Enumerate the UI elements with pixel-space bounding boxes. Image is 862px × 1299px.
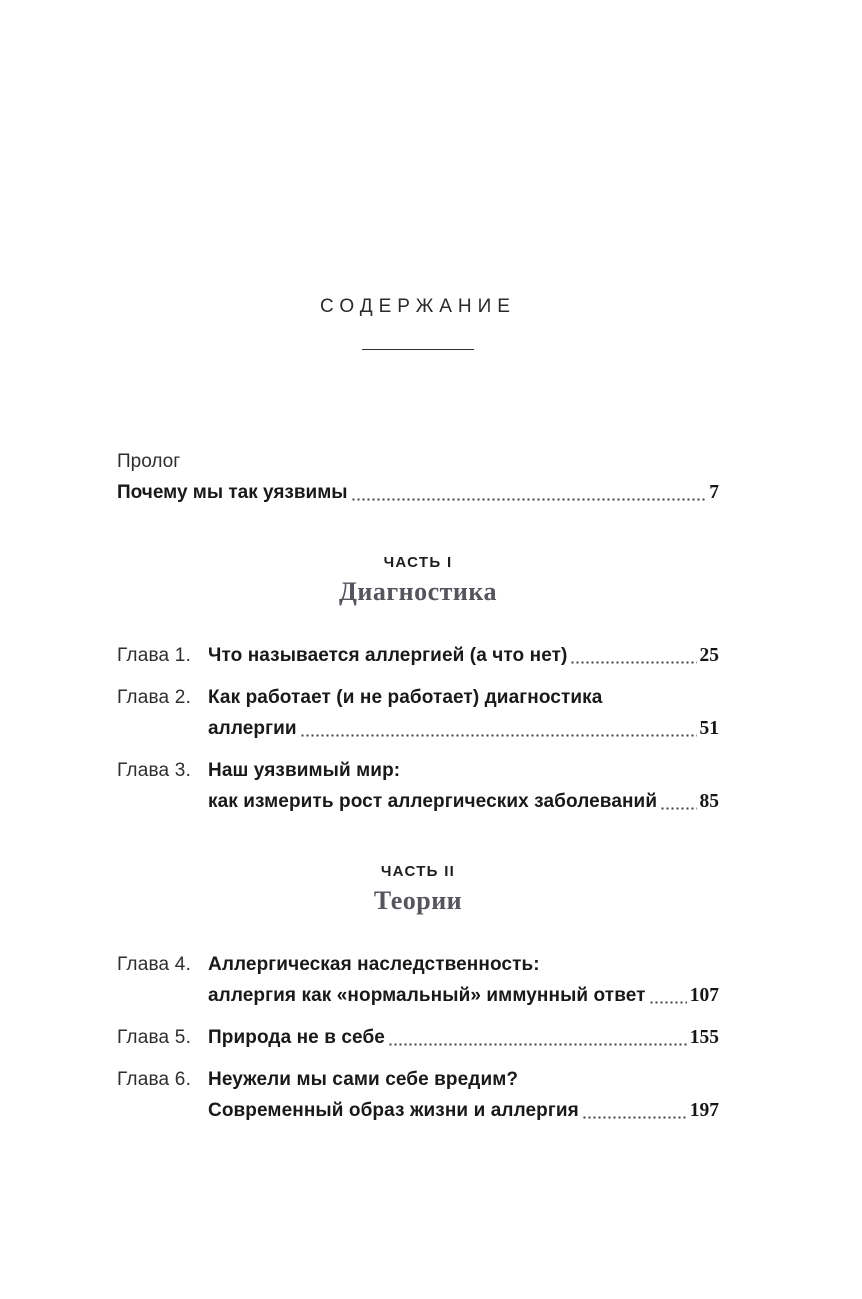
- hanging-indent-spacer: [117, 980, 208, 1011]
- toc-entry-chapter-5: [117, 1022, 719, 1053]
- prologue-title: Почему мы так уязвимы: [117, 482, 348, 503]
- prologue-label: Пролог: [117, 451, 181, 472]
- title-divider: [362, 349, 474, 350]
- part-1-header: [117, 554, 719, 607]
- hanging-indent-spacer: [117, 1095, 208, 1126]
- part-1-chapters: [117, 640, 719, 817]
- prologue-entry: [117, 446, 719, 508]
- dotted-leader: [570, 661, 696, 664]
- chapter-label: Глава 4.: [117, 954, 192, 975]
- chapter-label: Глава 6.: [117, 1069, 192, 1090]
- page-number: 197: [689, 1100, 719, 1121]
- part-2-kicker: ЧАСТЬ II: [380, 863, 456, 880]
- dotted-leader: [300, 734, 697, 737]
- dotted-leader: [582, 1116, 687, 1119]
- page-number: 7: [709, 482, 719, 503]
- page-number: 85: [699, 791, 719, 812]
- chapter-title-line: Аллергическая наследственность:: [208, 954, 540, 975]
- hanging-indent-spacer: [117, 713, 208, 744]
- page-number: 107: [689, 985, 719, 1006]
- toc-entry-chapter-2: [117, 682, 719, 744]
- toc-entry-chapter-3: [117, 755, 719, 817]
- page-number: 25: [699, 645, 719, 666]
- hanging-indent-spacer: [117, 786, 208, 817]
- toc-entry-chapter-4: [117, 949, 719, 1011]
- chapter-title-line: Что называется аллергией (а что нет): [208, 645, 568, 666]
- page-number: 51: [699, 718, 719, 739]
- part-2-header: [117, 863, 719, 916]
- chapter-title-line: Неужели мы сами себе вредим?: [208, 1069, 519, 1090]
- toc-entry-chapter-1: [117, 640, 719, 671]
- part-2-chapters: [117, 949, 719, 1126]
- chapter-label: Глава 2.: [117, 687, 192, 708]
- part-1-kicker: ЧАСТЬ I: [383, 554, 453, 571]
- dotted-leader: [388, 1043, 687, 1046]
- chapter-label: Глава 5.: [117, 1027, 192, 1048]
- part-2-title: Теории: [373, 886, 463, 915]
- chapter-title-line: аллергии: [208, 718, 297, 739]
- chapter-title-line: Современный образ жизни и аллергия: [208, 1100, 579, 1121]
- page-title: СОДЕРЖАНИЕ: [320, 296, 516, 317]
- dotted-leader: [649, 1001, 687, 1004]
- page-number: 155: [689, 1027, 719, 1048]
- chapter-title-line: аллергия как «нормальный» иммунный ответ: [208, 985, 646, 1006]
- chapter-title-line: Наш уязвимый мир:: [208, 760, 401, 781]
- chapter-title-line: как измерить рост аллергических заболеваний: [208, 791, 658, 812]
- dotted-leader: [660, 807, 696, 810]
- chapter-title-line: Природа не в себе: [208, 1027, 385, 1048]
- chapter-label: Глава 3.: [117, 760, 192, 781]
- chapter-title-line: Как работает (и не работает) диагностика: [208, 687, 603, 708]
- dotted-leader: [351, 498, 707, 501]
- part-1-title: Диагностика: [338, 577, 498, 606]
- chapter-label: Глава 1.: [117, 645, 192, 666]
- toc-entry-chapter-6: [117, 1064, 719, 1126]
